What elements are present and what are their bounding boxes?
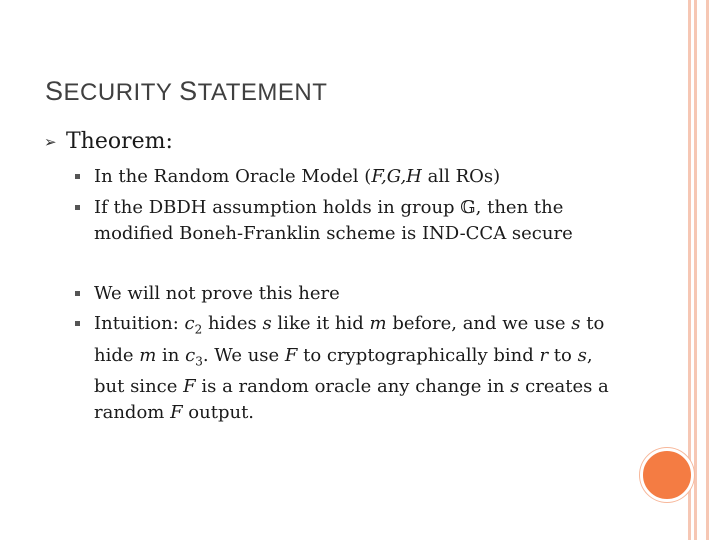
- list-item: We will not prove this here: [94, 283, 340, 304]
- decorative-rule: [706, 0, 709, 540]
- list-item: Intuition: $c_2$ hides s like it hid m before, and we use s to hide m in $c_3$. We use F to cryptographically bind r to s, but since F is a random oracle any change in s creates a random F output.: [94, 313, 609, 424]
- square-bullet-icon: [75, 174, 80, 179]
- slide-title: SECURITY STATEMENT: [45, 76, 328, 106]
- arrow-bullet-icon: ➢: [44, 133, 57, 151]
- list-item: In the Random Oracle Model (F,G,H all ROs): [94, 166, 501, 187]
- decorative-rule: [694, 0, 697, 540]
- decorative-circle: [640, 448, 694, 502]
- square-bullet-icon: [75, 321, 80, 326]
- list-item: If the DBDH assumption holds in group 𝔾, then the modified Boneh-Franklin scheme is IND-CCA secure: [94, 197, 573, 244]
- theorem-heading: Theorem:: [66, 129, 173, 154]
- square-bullet-icon: [75, 291, 80, 296]
- square-bullet-icon: [75, 205, 80, 210]
